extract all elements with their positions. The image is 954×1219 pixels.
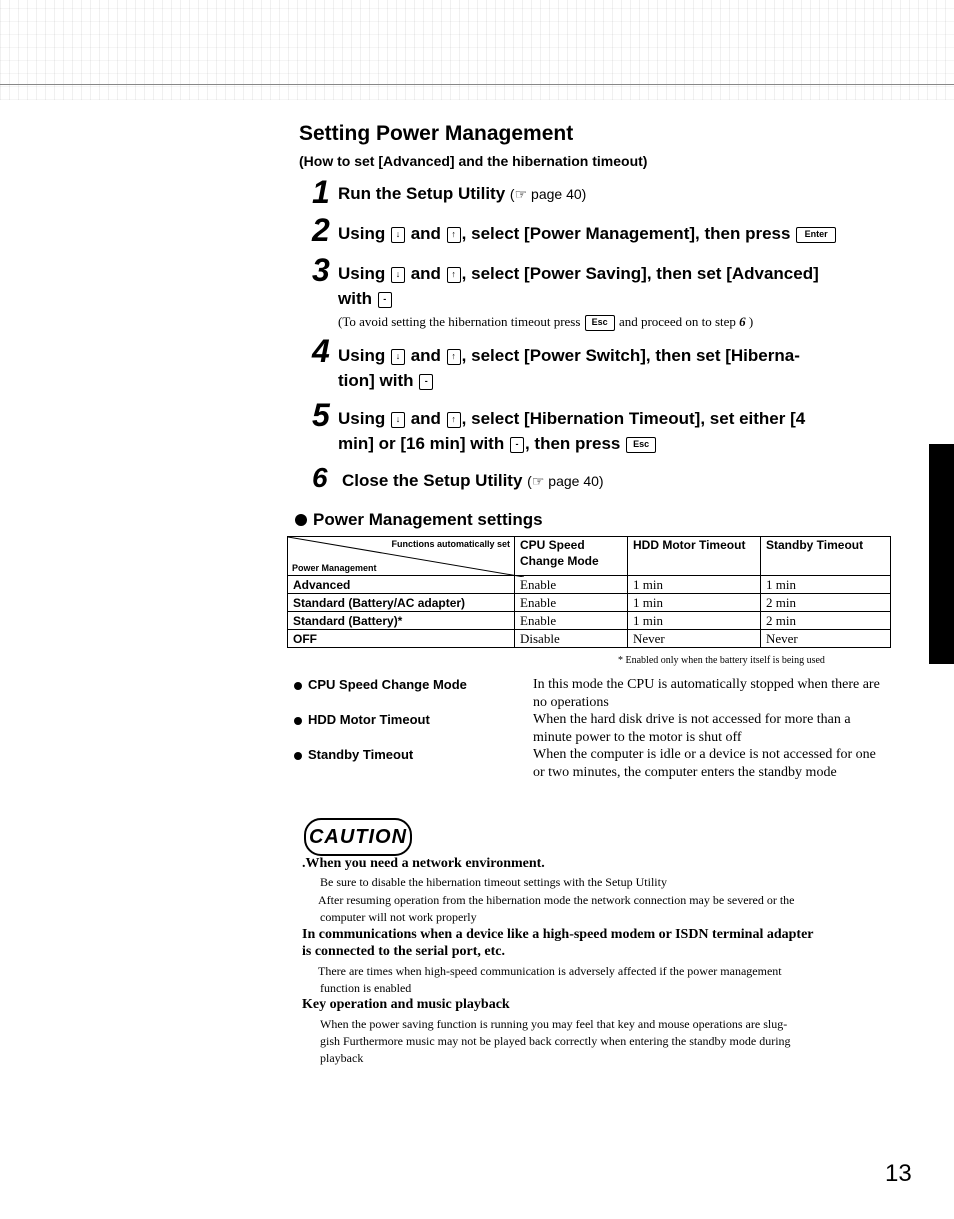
table-row: Standard (Battery)* Enable 1 min 2 min	[288, 612, 891, 630]
esc-key-icon: Esc	[585, 315, 615, 331]
page-number: 13	[885, 1160, 912, 1187]
settings-heading: Power Management settings	[295, 510, 543, 530]
down-arrow-key-icon: ↓	[391, 349, 405, 365]
page-title: Setting Power Management	[299, 122, 574, 145]
caution-heading-3: Key operation and music playback	[302, 997, 510, 1012]
caution-text: function is enabled	[320, 981, 412, 995]
caution-text: When the power saving function is running you may feel that key and mouse operations are slug-	[320, 1017, 788, 1031]
pointing-hand-icon: ☞	[514, 186, 528, 202]
caution-text: computer will not work properly	[320, 910, 477, 924]
step-3: Using ↓ and ↑ , select [Power Saving], then set [Advanced] with -	[338, 264, 819, 308]
header-standby: Standby Timeout	[761, 537, 891, 576]
table-row: Advanced Enable 1 min 1 min	[288, 576, 891, 594]
step-4-number: 4	[312, 333, 330, 369]
caution-badge-icon: CAUTION	[304, 818, 412, 856]
caution-text: playback	[320, 1051, 364, 1065]
up-arrow-key-icon: ↑	[447, 412, 461, 428]
step-1-text: Run the Setup Utility	[338, 184, 506, 203]
power-management-table	[287, 536, 891, 648]
scan-noise-band	[0, 0, 954, 100]
definition-desc: When the hard disk drive is not accessed for more than a minute power to the motor is shut off	[533, 712, 851, 745]
step-1-number: 1	[312, 174, 330, 210]
header-cpu: CPU Speed Change Mode	[515, 537, 628, 576]
minus-key-icon: -	[419, 374, 433, 390]
definition-desc: In this mode the CPU is automatically stopped when there are no operations	[533, 677, 880, 710]
step-6-ref: page 40)	[548, 473, 604, 489]
definition-term: HDD Motor Timeout	[294, 712, 430, 727]
bullet-icon	[294, 682, 302, 690]
down-arrow-key-icon: ↓	[391, 412, 405, 428]
pointing-hand-icon: ☞	[531, 473, 545, 489]
minus-key-icon: -	[378, 292, 392, 308]
minus-key-icon: -	[510, 437, 524, 453]
step-2-number: 2	[312, 212, 330, 248]
table-footnote: * Enabled only when the battery itself is being used	[618, 655, 825, 666]
table-corner-cell	[288, 537, 515, 576]
bullet-icon	[294, 717, 302, 725]
step-6-number: 6	[312, 462, 328, 493]
down-arrow-key-icon: ↓	[391, 227, 405, 243]
table-header-row	[288, 537, 891, 576]
step-5: Using ↓ and ↑ , select [Hibernation Timeout], set either [4 min] or [16 min] with - , then press Esc	[338, 409, 806, 453]
definition-term: Standby Timeout	[294, 747, 413, 762]
step-1: Run the Setup Utility (☞ page 40)	[338, 181, 586, 207]
up-arrow-key-icon: ↑	[447, 267, 461, 283]
header-hdd: HDD Motor Timeout	[628, 537, 761, 576]
section-thumb-tab	[929, 444, 954, 664]
up-arrow-key-icon: ↑	[447, 349, 461, 365]
step-6: Close the Setup Utility (☞ page 40)	[342, 468, 604, 494]
step-3-note: (To avoid setting the hibernation timeout press Esc and proceed on to step 6 )	[338, 314, 753, 331]
up-arrow-key-icon: ↑	[447, 227, 461, 243]
caution-text: After resuming operation from the hibernation mode the network connection may be severed or the	[318, 893, 795, 907]
caution-text: There are times when high-speed communication is adversely affected if the power management	[318, 964, 782, 978]
step-4: Using ↓ and ↑ , select [Power Switch], then set [Hiberna- tion] with -	[338, 346, 800, 390]
caution-heading-1: .When you need a network environment.	[302, 856, 545, 871]
bullet-icon	[294, 752, 302, 760]
definition-term: CPU Speed Change Mode	[294, 677, 467, 692]
step-5-number: 5	[312, 397, 330, 433]
scan-noise-line	[0, 84, 954, 85]
enter-key-icon: Enter	[796, 227, 836, 243]
step-3-number: 3	[312, 252, 330, 288]
caution-text: Be sure to disable the hibernation timeout settings with the Setup Utility	[320, 875, 667, 889]
step-6-text: Close the Setup Utility	[342, 471, 523, 490]
corner-top-label: Functions automatically set	[391, 539, 510, 549]
down-arrow-key-icon: ↓	[391, 267, 405, 283]
page-subtitle: (How to set [Advanced] and the hibernation timeout)	[299, 153, 648, 169]
corner-bottom-label: Power Management	[292, 563, 377, 573]
esc-key-icon: Esc	[626, 437, 656, 453]
step-1-ref: page 40)	[531, 186, 587, 202]
caution-text: gish Furthermore music may not be played back correctly when entering the standby mode during	[320, 1034, 791, 1048]
step-2: Using ↓ and ↑ , select [Power Management], then press Enter	[338, 221, 837, 246]
caution-heading-2: In communications when a device like a high-speed modem or ISDN terminal adapter	[302, 927, 814, 942]
definition-desc: When the computer is idle or a device is not accessed for one or two minutes, the computer enters the standby mode	[533, 747, 876, 780]
table-row: OFF Disable Never Never	[288, 630, 891, 648]
caution-heading-2b: is connected to the serial port, etc.	[302, 944, 505, 959]
bullet-icon	[295, 514, 307, 526]
table-row: Standard (Battery/AC adapter) Enable 1 min 2 min	[288, 594, 891, 612]
